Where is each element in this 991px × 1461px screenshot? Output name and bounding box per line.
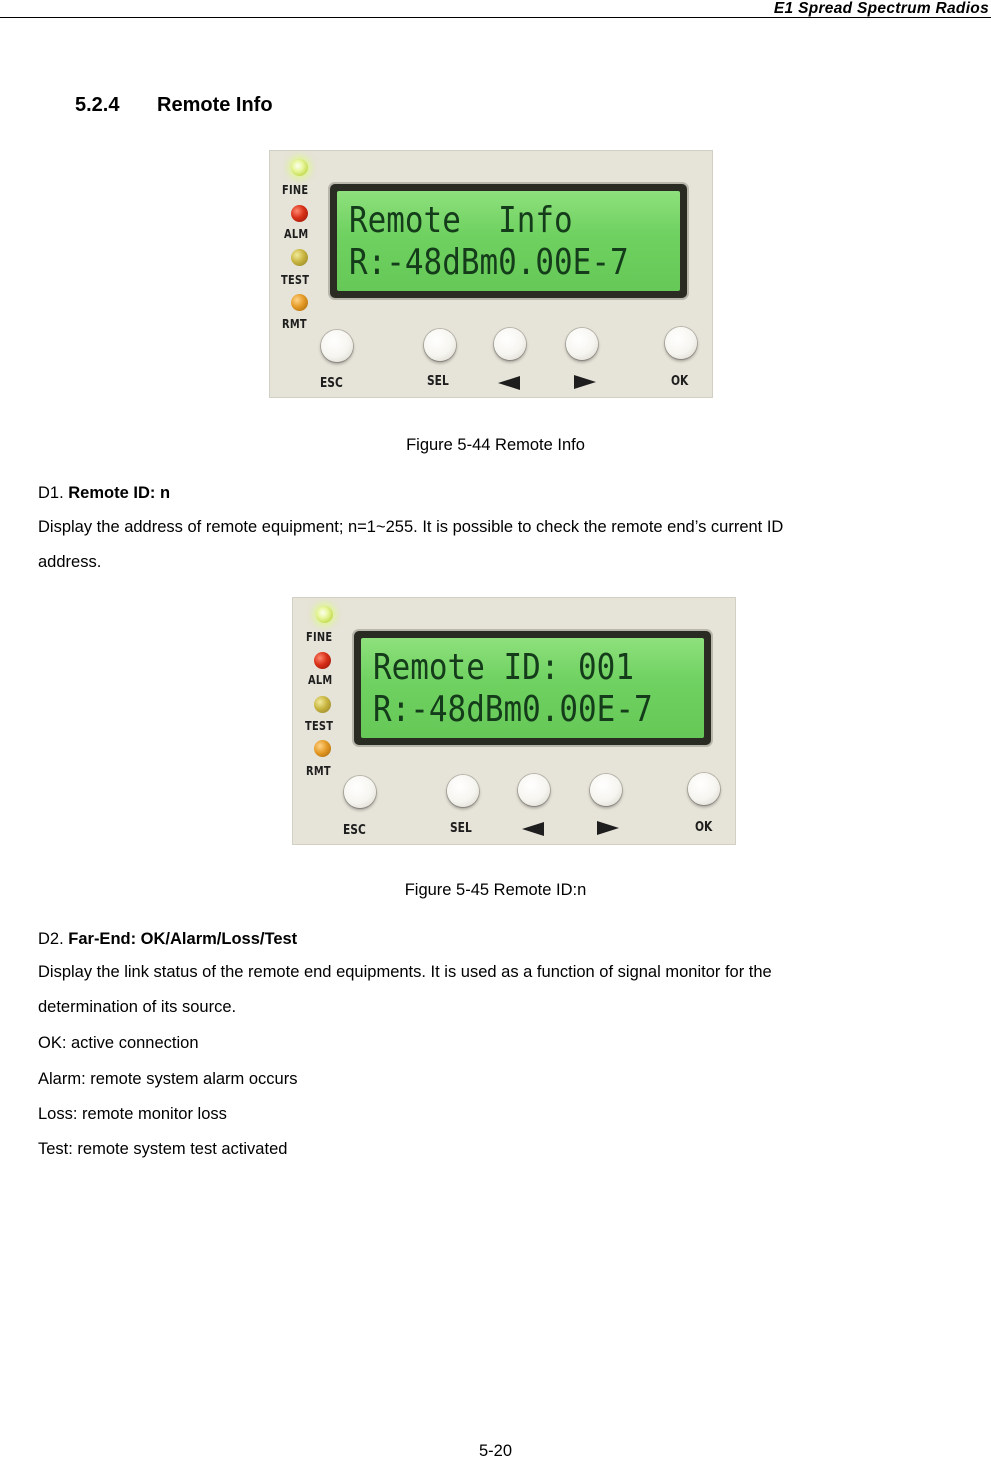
remote-led-icon [291, 294, 308, 311]
section-title: Remote Info [157, 94, 273, 116]
d2-description-line-1: Display the link status of the remote end equipments. It is used as a function of signal monitor for the [38, 963, 772, 981]
right-button [590, 774, 622, 806]
test-led-icon [291, 249, 308, 266]
test-led-label: TEST [305, 719, 334, 733]
page-number: 5-20 [478, 1442, 513, 1460]
d1-heading [38, 483, 170, 503]
d2-item-loss: Loss: remote monitor loss [38, 1105, 227, 1123]
alarm-led-icon [291, 205, 308, 222]
lcd-line-1: Remote ID: 001 [373, 647, 634, 688]
lcd-line-2: R:-48dBm0.00E-7 [373, 689, 653, 730]
d1-description-line-2: address. [38, 553, 102, 571]
lcd-display [361, 638, 704, 738]
sel-button [447, 775, 479, 807]
lcd-bezel [330, 184, 687, 298]
d2-heading [38, 929, 297, 949]
fine-led-icon [316, 606, 333, 623]
front-panel-photo-remote-id [292, 597, 736, 845]
sel-button [424, 329, 456, 361]
alarm-led-icon [314, 652, 331, 669]
lcd-line-1: Remote Info [349, 200, 573, 241]
sel-button-label: SEL [450, 821, 472, 836]
d2-item-alarm: Alarm: remote system alarm occurs [38, 1070, 298, 1088]
right-arrow-icon [574, 375, 596, 389]
ok-button-label: OK [695, 820, 713, 835]
left-button [518, 774, 550, 806]
running-header-title: E1 Spread Spectrum Radios [773, 0, 989, 17]
test-led-icon [314, 696, 331, 713]
remote-led-label: RMT [282, 317, 307, 331]
d1-description-line-1: Display the address of remote equipment; n=1~255. It is possible to check the remote end’s current ID [38, 518, 784, 536]
ok-button [665, 327, 697, 359]
esc-button-label: ESC [320, 376, 343, 391]
fine-led-label: FINE [282, 183, 309, 197]
d2-title: Far-End: OK/Alarm/Loss/Test [68, 930, 298, 948]
d1-prefix: D1. [38, 484, 69, 502]
left-arrow-icon [522, 822, 544, 836]
ok-button-label: OK [671, 374, 689, 389]
alarm-led-label: ALM [284, 227, 309, 241]
d2-item-ok: OK: active connection [38, 1034, 199, 1052]
d1-title: Remote ID: n [68, 484, 171, 502]
figure-caption-1: Figure 5-44 Remote Info [406, 436, 585, 454]
front-panel-photo-remote-info [269, 150, 713, 398]
section-heading [75, 94, 273, 117]
section-number: 5.2.4 [75, 94, 120, 116]
test-led-label: TEST [281, 273, 310, 287]
fine-led-label: FINE [306, 630, 333, 644]
header-rule [0, 17, 991, 18]
d2-description-line-2: determination of its source. [38, 998, 237, 1016]
d2-item-test: Test: remote system test activated [38, 1140, 288, 1158]
sel-button-label: SEL [427, 374, 449, 389]
right-arrow-icon [597, 821, 619, 835]
esc-button [344, 776, 376, 808]
esc-button [321, 330, 353, 362]
lcd-line-2: R:-48dBm0.00E-7 [349, 242, 629, 283]
d2-prefix: D2. [38, 930, 69, 948]
remote-led-icon [314, 740, 331, 757]
left-arrow-icon [498, 376, 520, 390]
left-button [494, 328, 526, 360]
figure-caption-2: Figure 5-45 Remote ID:n [404, 881, 587, 899]
right-button [566, 328, 598, 360]
alarm-led-label: ALM [308, 673, 333, 687]
lcd-bezel [354, 631, 711, 745]
lcd-display [337, 191, 680, 291]
esc-button-label: ESC [343, 823, 366, 838]
ok-button [688, 773, 720, 805]
remote-led-label: RMT [306, 764, 331, 778]
fine-led-icon [291, 159, 308, 176]
